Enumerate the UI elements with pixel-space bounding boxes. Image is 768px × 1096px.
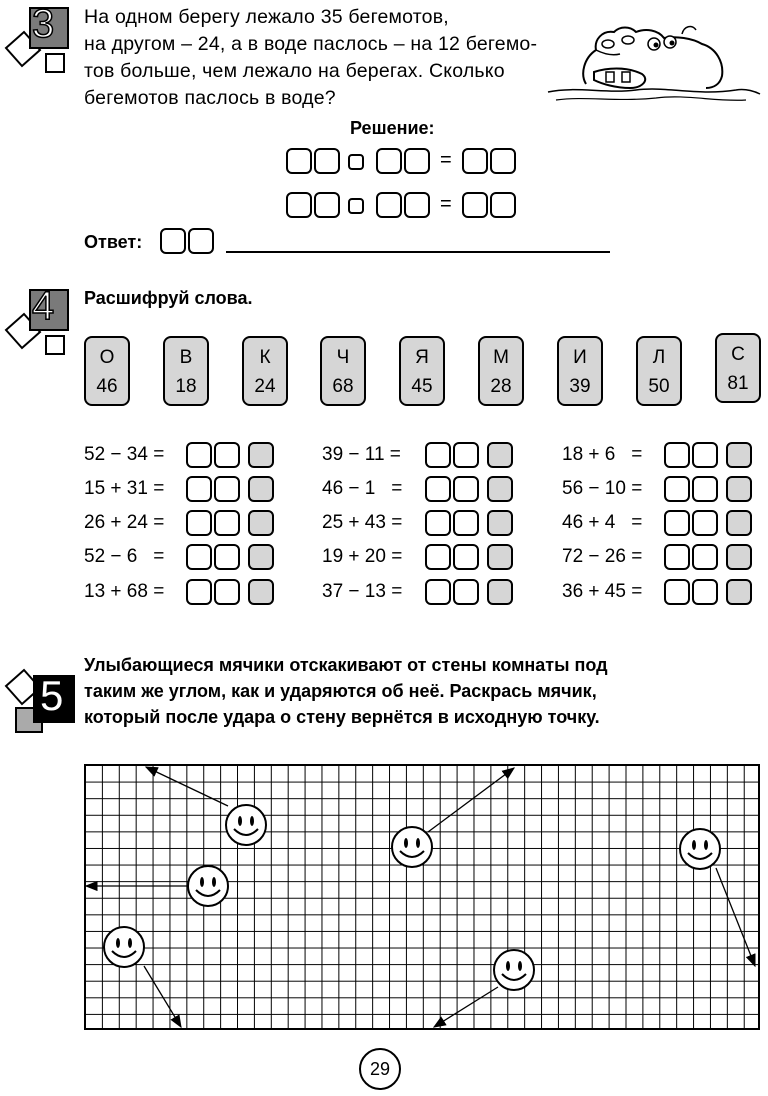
expression: 56 − 10 = [562,478,643,499]
digit-box[interactable] [453,442,479,468]
letter-box[interactable] [487,476,513,502]
digit-box[interactable] [425,579,451,605]
expression: 36 + 45 = [562,581,643,602]
digit-box[interactable] [453,579,479,605]
digit-box[interactable] [425,442,451,468]
digit-box[interactable] [692,476,718,502]
expression: 25 + 43 = [322,512,403,533]
digit-box[interactable] [314,148,340,174]
solution-title: Решение: [350,118,435,138]
letter-box[interactable] [726,544,752,570]
digit-box[interactable] [664,544,690,570]
digit-box[interactable] [664,579,690,605]
answer-digit-box[interactable] [188,228,214,254]
digit-box[interactable] [692,442,718,468]
cipher-card: Ч 68 [320,336,366,406]
cipher-card: В 18 [163,336,209,406]
expression: 46 + 4 = [562,512,643,533]
cipher-card: М 28 [478,336,524,406]
digit-box[interactable] [453,510,479,536]
task-3-text: На одном берегу лежало 35 бегемотов, на другом – 24, а в воде паслось – на 12 бегемо- тов больше, чем лежало на берегах. Сколько бегемотов паслось в воде? [84,6,538,109]
digit-box[interactable] [462,192,488,218]
expression: 52 − 6 = [84,546,165,567]
letter-box[interactable] [726,579,752,605]
answer-label: Ответ: [84,232,143,252]
digit-box[interactable] [664,510,690,536]
expression: 18 + 6 = [562,444,643,465]
digit-box[interactable] [404,192,430,218]
digit-box[interactable] [186,476,212,502]
task-3-number: 3 [32,2,55,46]
letter-box[interactable] [248,579,274,605]
expression: 26 + 24 = [84,512,165,533]
letter-box[interactable] [487,442,513,468]
expression: 19 + 20 = [322,546,403,567]
digit-box[interactable] [425,510,451,536]
operator-box[interactable] [348,154,364,170]
digit-box[interactable] [692,510,718,536]
expression: 13 + 68 = [84,581,165,602]
digit-box[interactable] [490,192,516,218]
digit-box[interactable] [490,148,516,174]
digit-box[interactable] [664,476,690,502]
digit-box[interactable] [376,192,402,218]
cipher-card: И 39 [557,336,603,406]
digit-box[interactable] [186,579,212,605]
digit-box[interactable] [692,544,718,570]
task-5-badge [2,656,82,736]
answer-digit-box[interactable] [160,228,186,254]
letter-box[interactable] [248,544,274,570]
expression: 46 − 1 = [322,478,403,499]
letter-box[interactable] [487,544,513,570]
letter-box[interactable] [726,476,752,502]
task-3-badge [2,2,82,78]
expression: 52 − 34 = [84,444,165,465]
expression: 39 − 11 = [322,444,401,465]
digit-box[interactable] [314,192,340,218]
hippo-illustration [546,14,762,106]
equals-sign: = [440,149,452,171]
room-grid [84,764,760,1030]
digit-box[interactable] [214,544,240,570]
letter-box[interactable] [726,510,752,536]
letter-box[interactable] [487,579,513,605]
digit-box[interactable] [425,476,451,502]
answer-line[interactable] [226,251,610,253]
digit-box[interactable] [425,544,451,570]
page-number: 29 [359,1048,401,1090]
task-4-title: Расшифруй слова. [84,288,253,308]
expression: 37 − 13 = [322,581,403,602]
expression: 15 + 31 = [84,478,165,499]
cipher-card: Л 50 [636,336,682,406]
equals-sign: = [440,193,452,215]
digit-box[interactable] [462,148,488,174]
cipher-card: С 81 [715,333,761,403]
cipher-card: О 46 [84,336,130,406]
expression: 72 − 26 = [562,546,643,567]
digit-box[interactable] [453,476,479,502]
digit-box[interactable] [404,148,430,174]
task-5-number: 5 [40,672,64,719]
digit-box[interactable] [286,148,312,174]
digit-box[interactable] [186,544,212,570]
cipher-card: К 24 [242,336,288,406]
letter-box[interactable] [487,510,513,536]
digit-box[interactable] [186,442,212,468]
digit-box[interactable] [186,510,212,536]
operator-box[interactable] [348,198,364,214]
digit-box[interactable] [214,510,240,536]
digit-box[interactable] [692,579,718,605]
cipher-card: Я 45 [399,336,445,406]
digit-box[interactable] [376,148,402,174]
task-4-number: 4 [32,284,55,328]
digit-box[interactable] [214,442,240,468]
letter-box[interactable] [248,442,274,468]
letter-box[interactable] [726,442,752,468]
digit-box[interactable] [214,579,240,605]
task-5-text: Улыбающиеся мячики отскакивают от стены комнаты под таким же углом, как и ударяются об неё. Раскрась мячик, который после удара о стену вернётся в исходную точку. [84,655,608,727]
digit-box[interactable] [214,476,240,502]
digit-box[interactable] [453,544,479,570]
task-4-badge [2,284,82,360]
letter-box[interactable] [248,476,274,502]
digit-box[interactable] [664,442,690,468]
letter-box[interactable] [248,510,274,536]
digit-box[interactable] [286,192,312,218]
